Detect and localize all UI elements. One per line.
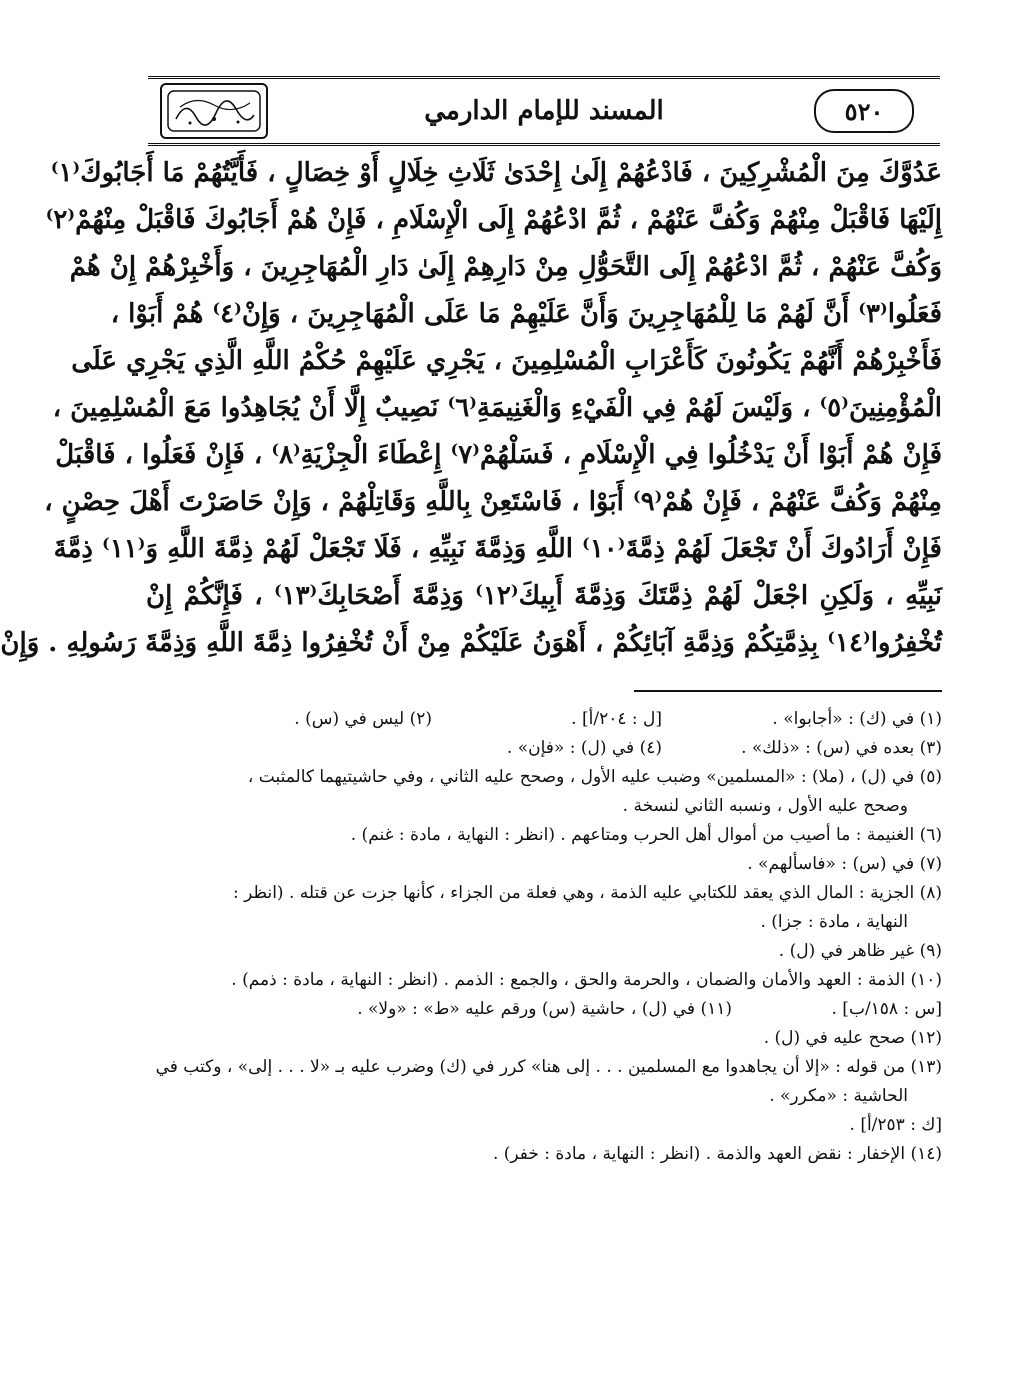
footnotes (146, 705, 942, 1169)
text-line-4: فَعَلُوا⁽٣⁾ أَنَّ لَهُمْ مَا لِلْمُهَاجِرِينَ وَأَنَّ عَلَيْهِمْ مَا عَلَى الْمُهَاجِرِينَ ، وَإِنْ⁽٤⁾ هُمْ أَبَوْا ، (110, 299, 942, 329)
text-line-5: فَأَخْبِرْهُمْ أَنَّهُمْ يَكُونُونَ كَأَعْرَابِ الْمُسْلِمِينَ ، يَجْرِي عَلَيْهِمْ حُكْمُ اللَّهِ الَّذِي يَجْرِي عَلَى (71, 346, 942, 376)
text-line-3: وَكُفَّ عَنْهُمْ ، ثُمَّ ادْعُهُمْ إِلَى التَّحَوُّلِ مِنْ دَارِهِمْ إِلَىٰ دَارِ الْمُهَاجِرِينَ ، وَأَخْبِرْهُمْ إِنْ هُمْ (69, 252, 942, 282)
footnote-row-1 (146, 705, 942, 734)
folio-ref-2: [س : ١٥٨/ب] . (831, 999, 942, 1019)
footnote-8: (٨) الجزية : المال الذي يعقد للكتابي عليه الذمة ، وهي فعلة من الجزاء ، كأنها جزت عن قتله . (انظر : (233, 883, 942, 903)
footnote-7: (٧) في (س) : «فاسألهم» . (747, 854, 942, 874)
footnote-1: (١) في (ك) : «أجابوا» . (772, 709, 942, 729)
footnote-5: (٥) في (ل) ، (ملا) : «المسلمين» وضبب عليه الأول ، وصحح عليه الثاني ، وفي حاشيتيهما كالمثبت ، (247, 767, 942, 787)
footnote-row-11 (146, 995, 942, 1024)
footnote-5-continued: وصحح عليه الأول ، ونسبه الثاني لنسخة . (622, 796, 908, 816)
text-line-7: فَإِنْ هُمْ أَبَوْا أَنْ يَدْخُلُوا فِي الْإِسْلَامِ ، فَسَلْهُمْ⁽٧⁾ إِعْطَاءَ الْجِزْيَةِ⁽٨⁾ ، فَإِنْ فَعَلُوا ، فَاقْبَلْ (55, 440, 942, 470)
footnote-12: (١٢) صحح عليه في (ل) . (763, 1028, 942, 1048)
text-line-2: إِلَيْهَا فَاقْبَلْ مِنْهُمْ وَكُفَّ عَنْهُمْ ، ثُمَّ ادْعُهُمْ إِلَى الْإِسْلَامِ ، فَإِنْ هُمْ أَجَابُوكَ فَاقْبَلْ مِنْهُمْ⁽٢⁾ (45, 205, 942, 235)
footnote-divider (634, 690, 942, 692)
header-title: المسند للإمام الدارمي (424, 96, 664, 126)
footnote-row-2 (146, 734, 942, 763)
footnote-3: (٣) بعده في (س) : «ذلك» . (741, 738, 942, 758)
main-text (0, 150, 942, 667)
text-line-8: مِنْهُمْ وَكُفَّ عَنْهُمْ ، فَإِنْ هُمْ⁽٩⁾ أَبَوْا ، فَاسْتَعِنْ بِاللَّهِ وَقَاتِلْهُمْ ، وَإِنْ حَاصَرْتَ أَهْلَ حِصْنٍ ، (44, 487, 942, 517)
footnote-8-continued: النهاية ، مادة : جزا) . (760, 912, 908, 932)
text-line-10: نَبِيِّهِ ، وَلَكِنِ اجْعَلْ لَهُمْ ذِمَّتَكَ وَذِمَّةَ أَبِيكَ⁽١٢⁾ وَذِمَّةَ أَصْحَابِكَ⁽١٣⁾ ، فَإِنَّكُمْ إِنْ (146, 581, 942, 611)
book-logo (160, 83, 268, 139)
footnote-6: (٦) الغنيمة : ما أصيب من أموال أهل الحرب ومتاعهم . (انظر : النهاية ، مادة : غنم) . (350, 825, 942, 845)
footnote-2: (٢) ليس في (س) . (294, 709, 432, 729)
text-line-6: الْمُؤْمِنِينَ⁽٥⁾ ، وَلَيْسَ لَهُمْ فِي الْفَيْءِ وَالْغَنِيمَةِ⁽٦⁾ نَصِيبٌ إِلَّا أَنْ يُجَاهِدُوا مَعَ الْمُسْلِمِينَ ، (52, 393, 942, 423)
footnote-9: (٩) غير ظاهر في (ل) . (778, 941, 942, 961)
footnote-13: (١٣) من قوله : «إلا أن يجاهدوا مع المسلمين . . . إلى هنا» كرر في (ك) وضرب عليه بـ «لا . . . إلى» ، وكتب في (155, 1057, 942, 1077)
text-line-11: تُخْفِرُوا⁽١٤⁾ بِذِمَّتِكُمْ وَذِمَّةِ آبَائِكُمْ ، أَهْوَنُ عَلَيْكُمْ مِنْ أَنْ تُخْفِرُوا ذِمَّةَ اللَّهِ وَذِمَّةَ رَسُولِهِ . وَإِنْ (0, 628, 942, 658)
folio-ref-3: [ك : ٢٥٣/أ] . (849, 1115, 942, 1135)
page-header (148, 76, 940, 146)
folio-ref-1: [ل : ٢٠٤/أ] . (571, 709, 662, 729)
footnote-4: (٤) في (ل) : «فإن» . (506, 738, 662, 758)
footnote-11: (١١) في (ل) ، حاشية (س) ورقم عليه «ط» : «ولا» . (357, 999, 732, 1019)
footnote-10: (١٠) الذمة : العهد والأمان والضمان ، والحرمة والحق ، والجمع : الذمم . (انظر : النهاية ، مادة : ذمم) . (231, 970, 942, 990)
page-number (814, 89, 914, 133)
ornament-icon (166, 89, 262, 133)
page-number-text: ٥٢٠ (844, 96, 884, 126)
footnote-14: (١٤) الإخفار : نقض العهد والذمة . (انظر : النهاية ، مادة : خفر) . (492, 1144, 942, 1164)
footnote-13-continued: الحاشية : «مكرر» . (769, 1086, 908, 1106)
text-line-1: عَدُوَّكَ مِنَ الْمُشْرِكِينَ ، فَادْعُهُمْ إِلَىٰ إِحْدَىٰ ثَلَاثِ خِلَالٍ أَوْ خِصَالٍ ، فَأَيَّتُهُمْ مَا أَجَابُوكَ⁽١⁾ (50, 158, 942, 188)
text-line-9: فَإِنْ أَرَادُوكَ أَنْ تَجْعَلَ لَهُمْ ذِمَّةَ⁽١٠⁾ اللَّهِ وَذِمَّةَ نَبِيِّهِ ، فَلَا تَجْعَلْ لَهُمْ ذِمَّةَ اللَّهِ وَ⁽١١⁾ ذِمَّةَ (53, 534, 942, 564)
